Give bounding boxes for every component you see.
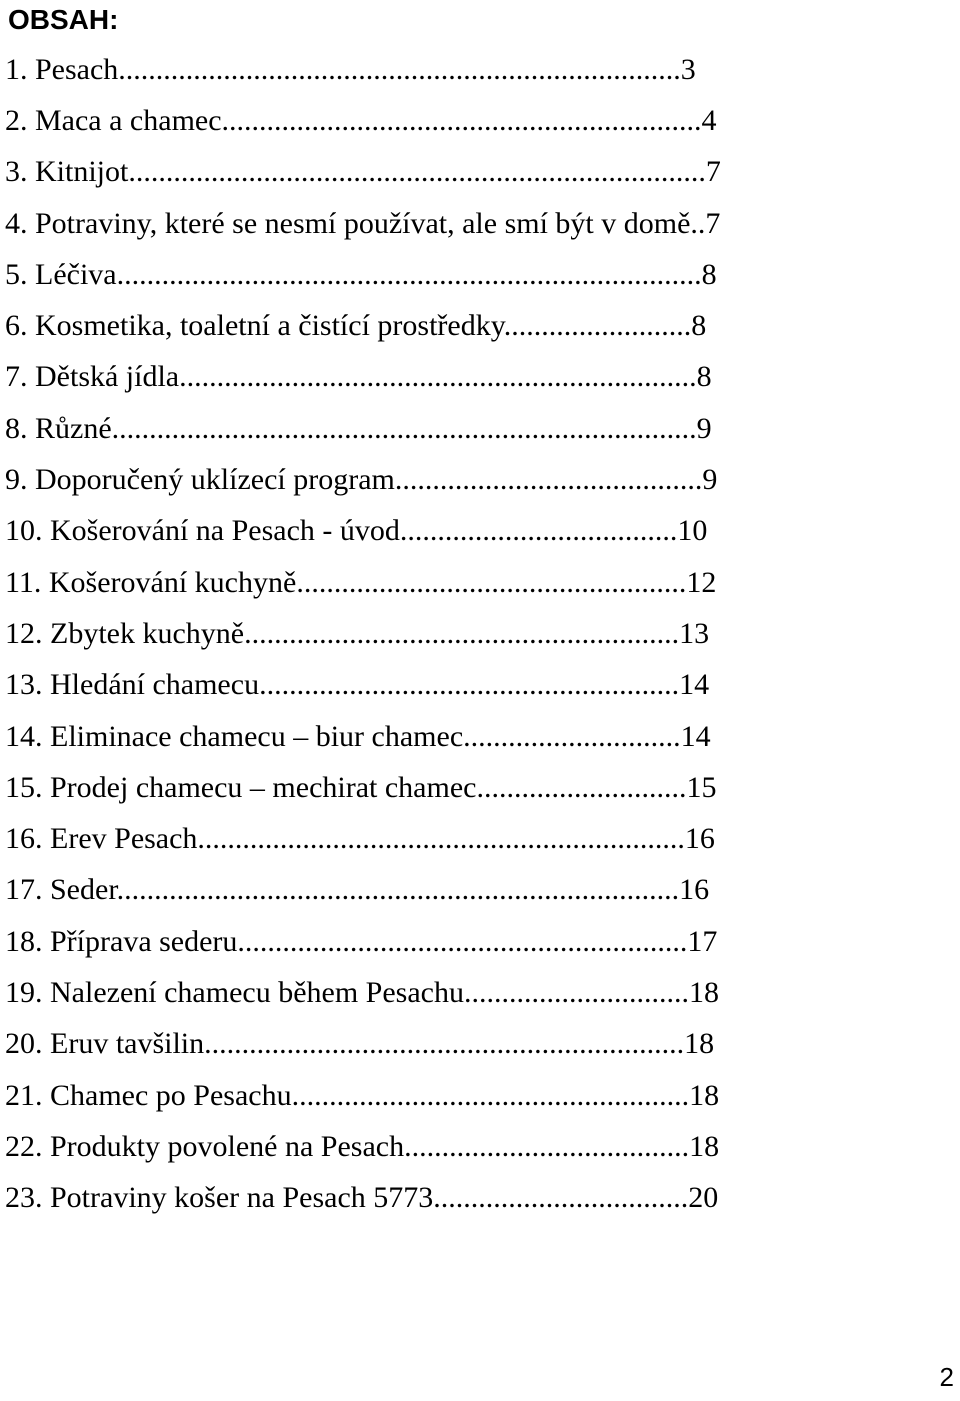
toc-entry-14[interactable]: 14. Eliminace chamecu – biur chamec.............................14 xyxy=(5,719,711,753)
toc-entry-7[interactable]: 7. Dětská jídla.....................................................................8 xyxy=(5,360,712,394)
toc-entry-10[interactable]: 10. Košerování na Pesach - úvod.....................................10 xyxy=(5,514,708,548)
page-number: 2 xyxy=(939,1362,954,1392)
toc-entry-19[interactable]: 19. Nalezení chamecu během Pesachu..............................18 xyxy=(5,975,719,1009)
toc-entry-18[interactable]: 18. Příprava sederu............................................................17 xyxy=(5,924,718,958)
toc-entry-9[interactable]: 9. Doporučený uklízecí program.........................................9 xyxy=(5,463,718,497)
toc-entry-4[interactable]: 4. Potraviny, které se nesmí používat, ale smí být v domě..7 xyxy=(5,206,721,240)
toc-entry-1[interactable]: 1. Pesach...........................................................................3 xyxy=(5,52,696,86)
toc-entry-11[interactable]: 11. Košerování kuchyně....................................................12 xyxy=(5,565,717,599)
toc-entry-22[interactable]: 22. Produkty povolené na Pesach......................................18 xyxy=(5,1129,720,1163)
toc-entry-6[interactable]: 6. Kosmetika, toaletní a čistící prostředky.........................8 xyxy=(5,309,707,343)
toc-entry-21[interactable]: 21. Chamec po Pesachu.....................................................18 xyxy=(5,1078,720,1112)
toc-entry-2[interactable]: 2. Maca a chamec................................................................4 xyxy=(5,103,717,137)
toc-entry-23[interactable]: 23. Potraviny košer na Pesach 5773..................................20 xyxy=(5,1181,719,1215)
table-of-contents xyxy=(5,44,915,1224)
toc-entry-13[interactable]: 13. Hledání chamecu........................................................14 xyxy=(5,668,710,702)
toc-entry-8[interactable]: 8. Různé..............................................................................9 xyxy=(5,411,712,445)
toc-entry-20[interactable]: 20. Eruv tavšilin................................................................18 xyxy=(5,1027,715,1061)
toc-entry-16[interactable]: 16. Erev Pesach.................................................................16 xyxy=(5,822,715,856)
toc-entry-5[interactable]: 5. Léčiva..............................................................................8 xyxy=(5,257,717,291)
toc-entry-15[interactable]: 15. Prodej chamecu – mechirat chamec............................15 xyxy=(5,770,717,804)
toc-entry-12[interactable]: 12. Zbytek kuchyně..........................................................13 xyxy=(5,616,710,650)
toc-entry-3[interactable]: 3. Kitnijot.............................................................................7 xyxy=(5,155,721,189)
toc-entry-17[interactable]: 17. Seder...........................................................................16 xyxy=(5,873,710,907)
page-title: OBSAH: xyxy=(8,4,119,35)
